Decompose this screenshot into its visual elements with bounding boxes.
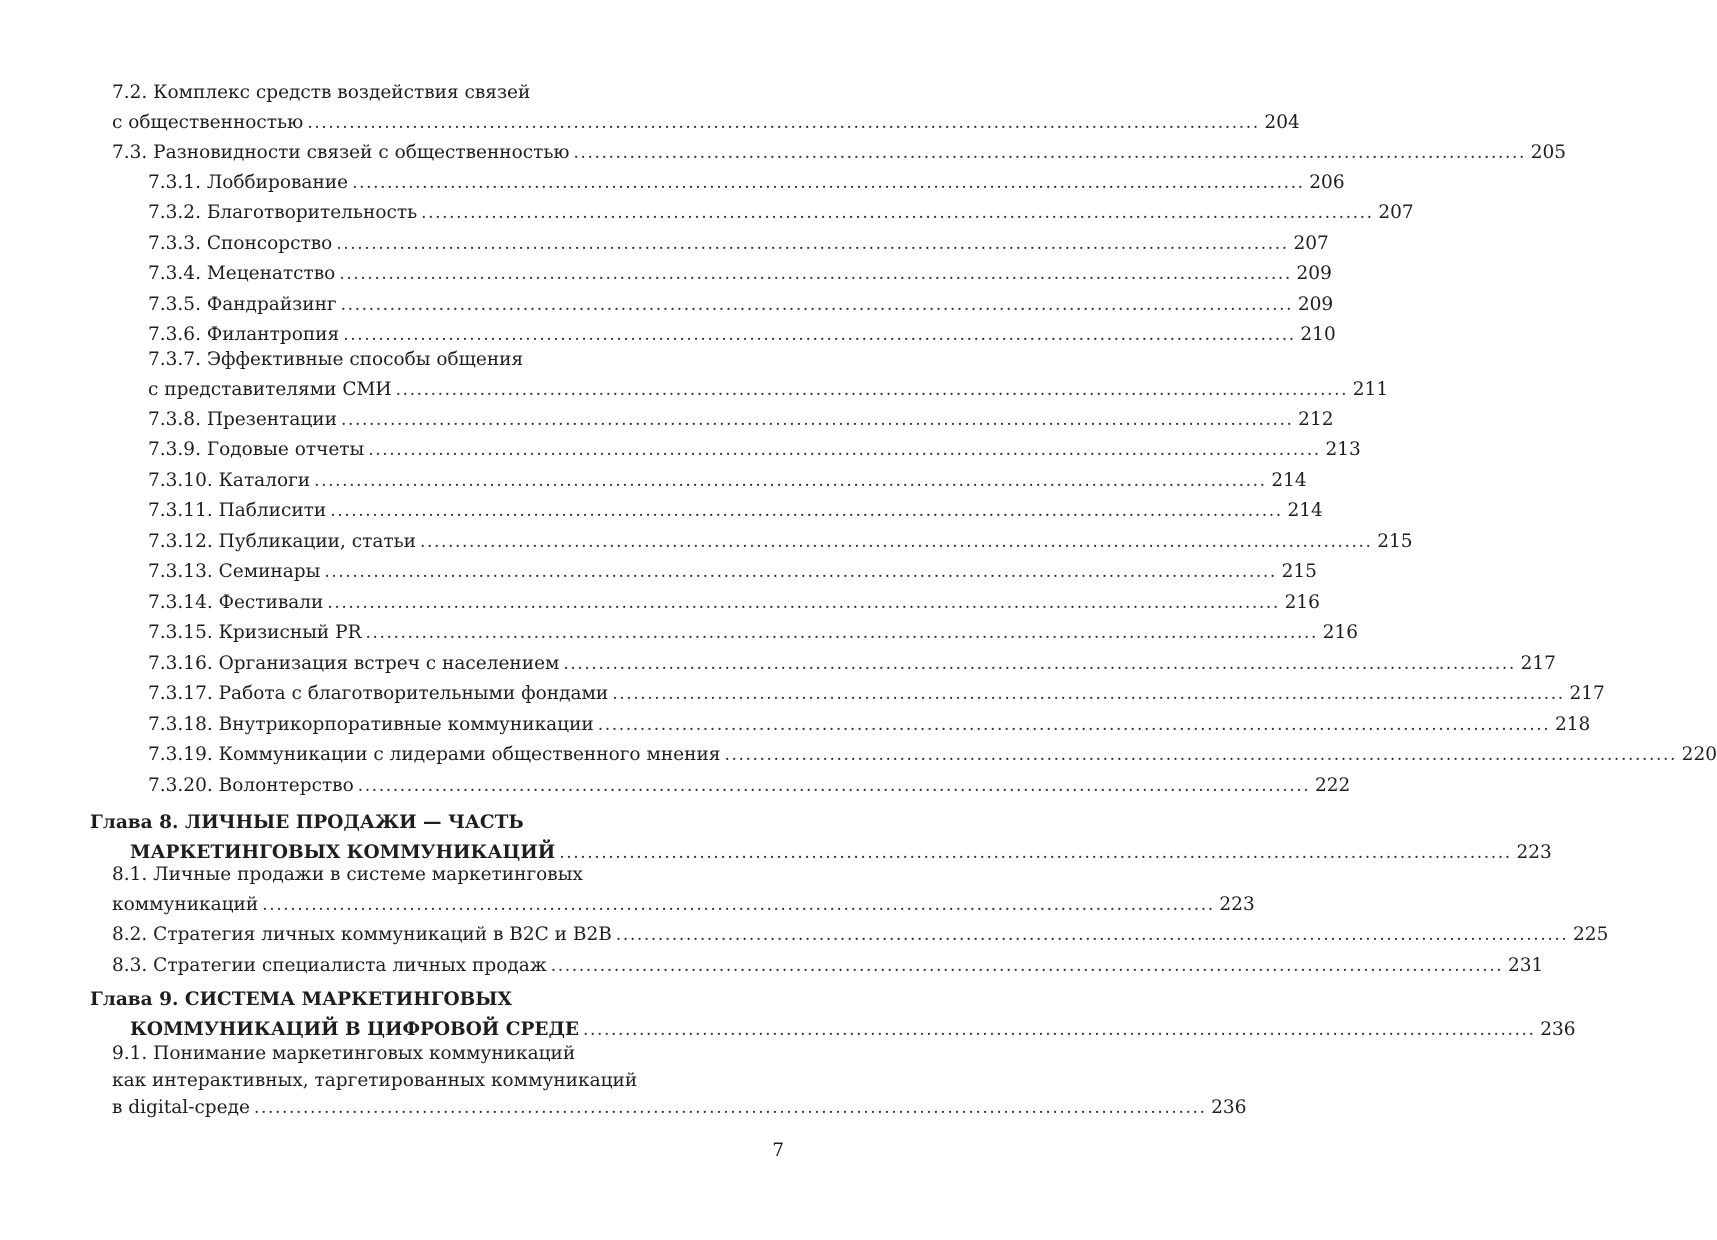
toc-page-number: 210: [1300, 324, 1336, 345]
toc-entry-title: 7.3.16. Организация встреч с населением: [148, 653, 560, 674]
toc-page-number: 209: [1297, 294, 1334, 315]
toc-entry-title: 7.3.1. Лоббирование: [148, 172, 349, 193]
toc-entry-title: 7.3.8. Презентации: [148, 409, 337, 430]
toc-page-number: 209: [1296, 263, 1332, 284]
toc-page-number: 206: [1309, 172, 1345, 193]
toc-entry: [0, 496, 1323, 526]
toc-page-number: 214: [1271, 470, 1307, 491]
dot-leader: ........................................................................................................................................: [307, 113, 1260, 133]
toc-entry-line: 7.3.7. Эффективные способы общения: [148, 349, 524, 370]
toc-page-number: 214: [1287, 500, 1323, 521]
toc-entry-title: 7.3.13. Семинары: [148, 561, 321, 582]
dot-leader: ........................................................................................................................................: [339, 264, 1292, 284]
chapter-title-line: Глава 8. ЛИЧНЫЕ ПРОДАЖИ — ЧАСТЬ: [90, 812, 524, 833]
toc-entry: [0, 710, 1591, 740]
toc-page-number: 217: [1569, 683, 1605, 704]
toc-page-number: 215: [1377, 531, 1413, 552]
toc-entry: [0, 588, 1320, 618]
toc-page-number: 205: [1530, 142, 1567, 163]
dot-leader: ........................................................................................................................................: [421, 203, 1374, 223]
toc-entry: [0, 527, 1413, 557]
dot-leader: ........................................................................................................................................: [343, 325, 1296, 345]
toc-page-number: 231: [1508, 955, 1544, 976]
toc-page-number: 207: [1293, 233, 1329, 254]
dot-leader: ........................................................................................................................................: [368, 440, 1321, 460]
dot-leader: ........................................................................................................................................: [365, 623, 1319, 643]
toc-entry-title: 7.3.12. Публикации, статьи: [148, 531, 417, 552]
toc-entry-title: 7.3.10. Каталоги: [148, 470, 311, 491]
toc-entry: [0, 771, 1351, 801]
toc-entry-title: 7.3.18. Внутрикорпоративные коммуникации: [148, 714, 594, 735]
toc-entry-title: 8.2. Стратегия личных коммуникаций в B2C и B2B: [112, 924, 612, 945]
toc-entry: [0, 138, 1567, 168]
toc-entry-line: 8.1. Личные продажи в системе маркетинговых: [112, 864, 583, 885]
toc-entry: [0, 951, 1544, 981]
dot-leader: ........................................................................................................................................: [550, 956, 1504, 976]
toc-page-number: 204: [1264, 112, 1300, 133]
dot-leader: ........................................................................................................................................: [597, 715, 1551, 735]
toc-entry-title: 7.3.6. Филантропия: [148, 324, 340, 345]
dot-leader: ........................................................................................................................................: [583, 1020, 1536, 1040]
dot-leader: ........................................................................................................................................: [352, 173, 1305, 193]
dot-leader: ........................................................................................................................................: [559, 843, 1512, 863]
toc-entry-title: 7.3.2. Благотворительность: [148, 202, 418, 223]
toc-entry: [0, 198, 1414, 228]
dot-leader: ........................................................................................................................................: [336, 234, 1289, 254]
dot-leader: ........................................................................................................................................: [612, 684, 1565, 704]
dot-leader: ........................................................................................................................................: [324, 562, 1277, 582]
toc-entry-line: 9.1. Понимание маркетинговых коммуникаций: [112, 1043, 576, 1064]
toc-entry: [0, 920, 1609, 950]
toc-page-number: 217: [1520, 653, 1556, 674]
dot-leader: ........................................................................................................................................: [357, 776, 1311, 796]
toc-entry-title: 7.3.19. Коммуникации с лидерами общественного мнения: [148, 744, 721, 765]
toc-entry: [0, 618, 1359, 648]
toc-page-number: 223: [1219, 894, 1255, 915]
toc-page-number: 223: [1516, 842, 1552, 863]
toc-entry: [0, 349, 1389, 405]
toc-entry-line: как интерактивных, таргетированных коммуникаций: [112, 1070, 638, 1091]
toc-page-number: 225: [1573, 924, 1609, 945]
toc-entry-line: 7.2. Комплекс средств воздействия связей: [112, 82, 531, 103]
toc-entry-title: 7.3.17. Работа с благотворительными фондами: [148, 683, 609, 704]
toc-page-number: 211: [1352, 379, 1389, 400]
chapter-title-line: Глава 9. СИСТЕМА МАРКЕТИНГОВЫХ: [90, 989, 512, 1010]
dot-leader: ........................................................................................................................................: [340, 295, 1294, 315]
dot-leader: ........................................................................................................................................: [395, 380, 1349, 400]
toc-entry-title: 7.3.3. Спонсорство: [148, 233, 333, 254]
toc-entry-title: 7.3.20. Волонтерство: [148, 775, 354, 796]
toc-page-number: 222: [1314, 775, 1351, 796]
dot-leader: ........................................................................................................................................: [615, 925, 1569, 945]
toc-page-number: 216: [1322, 622, 1359, 643]
toc-entry: [0, 435, 1361, 465]
toc-entry: [0, 649, 1556, 679]
toc-page-number: 218: [1554, 714, 1591, 735]
dot-leader: ........................................................................................................................................: [253, 1098, 1207, 1118]
dot-leader: ........................................................................................................................................: [724, 745, 1677, 765]
dot-leader: ........................................................................................................................................: [420, 532, 1373, 552]
toc-entry-title: с общественностью: [112, 112, 304, 133]
toc-entry: [0, 82, 1300, 138]
toc-entry: [0, 864, 1255, 920]
toc-page-number: 220: [1681, 744, 1717, 765]
toc-entry: [0, 259, 1332, 289]
toc-page-number: 236: [1211, 1097, 1247, 1118]
toc-entry: [0, 1043, 1247, 1123]
toc-entry-title: в digital-среде: [112, 1097, 250, 1118]
toc-entry: [0, 557, 1317, 587]
toc-entry: [0, 740, 1717, 770]
dot-leader: ........................................................................................................................................: [314, 471, 1267, 491]
toc-entry: [0, 290, 1334, 320]
dot-leader: ........................................................................................................................................: [573, 143, 1527, 163]
toc-entry: [0, 168, 1345, 198]
toc-page-number: 236: [1540, 1019, 1576, 1040]
toc-page-number: 216: [1284, 592, 1320, 613]
toc-entry-title: 7.3.5. Фандрайзинг: [148, 294, 337, 315]
toc-entry-title: 7.3. Разновидности связей с общественностью: [112, 142, 570, 163]
chapter-title: КОММУНИКАЦИЙ В ЦИФРОВОЙ СРЕДЕ: [130, 1019, 580, 1040]
toc-entry: [0, 405, 1334, 435]
toc-page-number: 207: [1378, 202, 1414, 223]
toc-page-number: 212: [1298, 409, 1334, 430]
dot-leader: ........................................................................................................................................: [330, 501, 1283, 521]
toc-page-number: 215: [1281, 561, 1317, 582]
toc-page-number: 213: [1325, 439, 1361, 460]
toc-entry: [0, 679, 1605, 709]
toc-entry: [0, 229, 1329, 259]
toc-entry-title: с представителями СМИ: [148, 379, 392, 400]
dot-leader: ........................................................................................................................................: [262, 895, 1215, 915]
toc-entry-title: 7.3.11. Паблисити: [148, 500, 327, 521]
dot-leader: ........................................................................................................................................: [327, 593, 1280, 613]
chapter-title: МАРКЕТИНГОВЫХ КОММУНИКАЦИЙ: [130, 842, 556, 863]
toc-entry-title: 7.3.9. Годовые отчеты: [148, 439, 365, 460]
toc-entry-title: 7.3.14. Фестивали: [148, 592, 324, 613]
dot-leader: ........................................................................................................................................: [563, 654, 1516, 674]
dot-leader: ........................................................................................................................................: [340, 410, 1294, 430]
toc-entry: [0, 466, 1307, 496]
toc-entry-title: 7.3.15. Кризисный PR: [148, 622, 362, 643]
page-number: 7: [772, 1140, 784, 1161]
toc-entry-title: коммуникаций: [112, 894, 259, 915]
toc-entry-title: 8.3. Стратегии специалиста личных продаж: [112, 955, 547, 976]
toc-entry-title: 7.3.4. Меценатство: [148, 263, 336, 284]
